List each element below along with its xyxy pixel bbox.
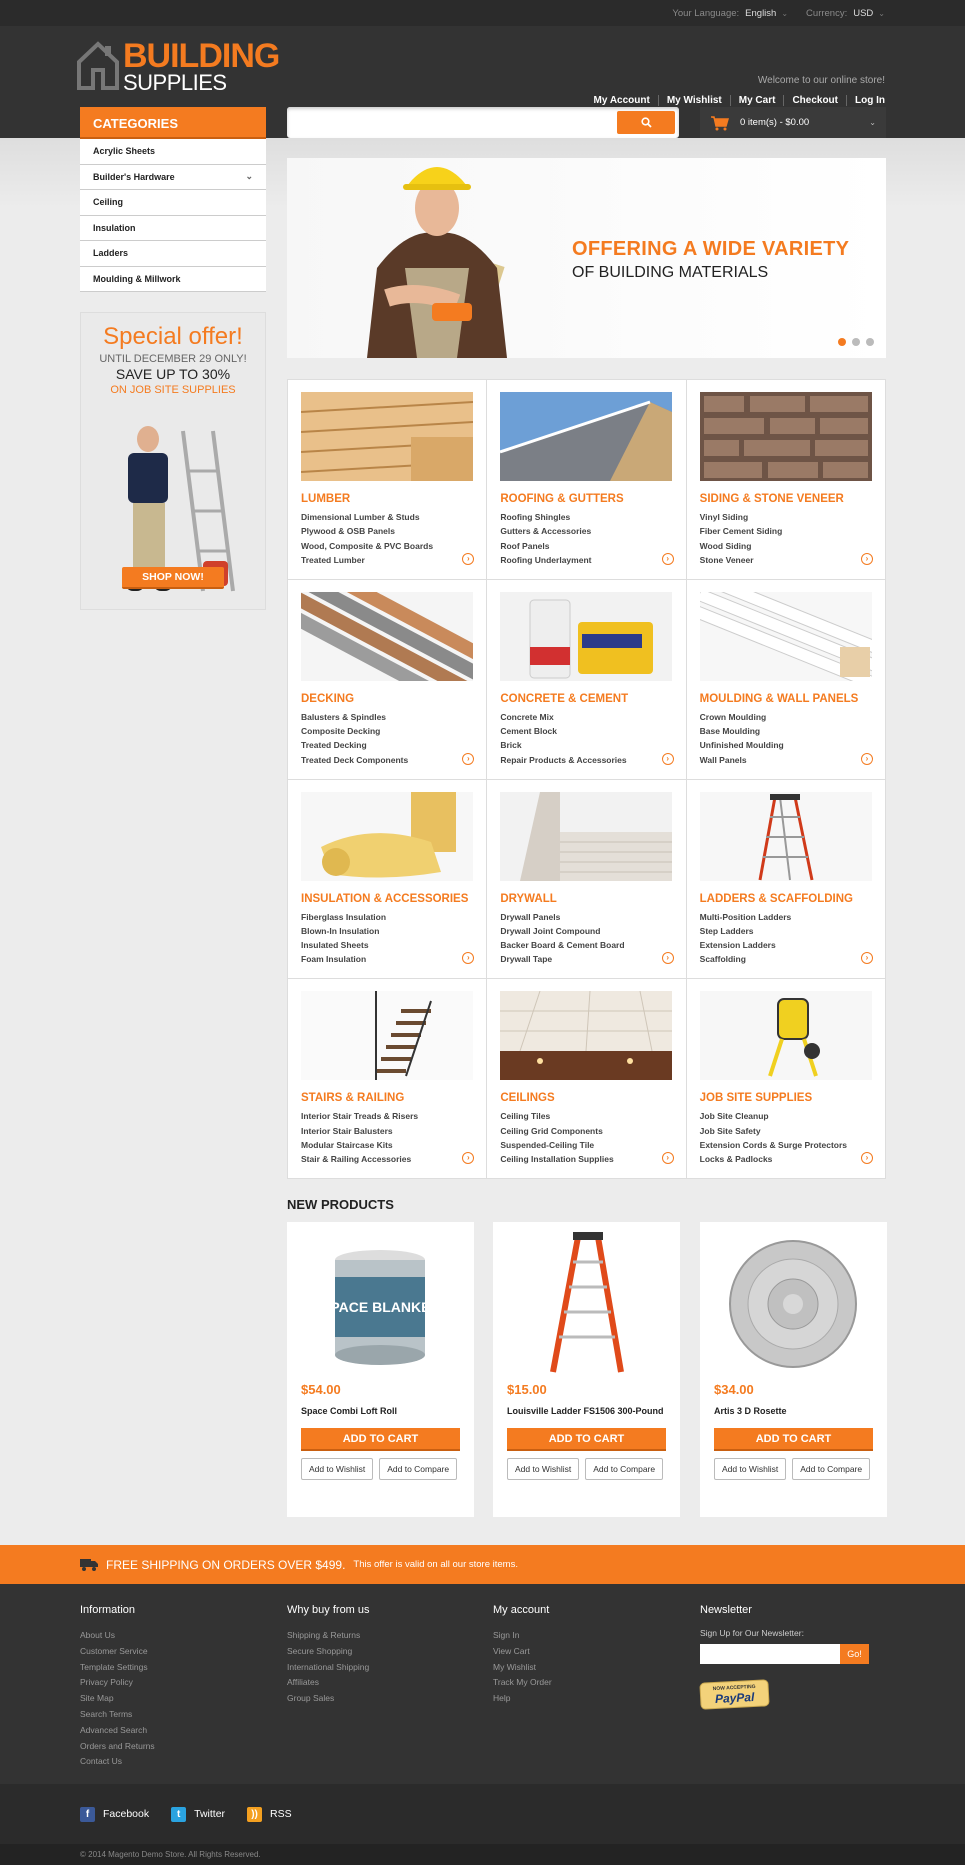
- social-links: [0, 1784, 965, 1844]
- add-to-compare-button[interactable]: Add to Compare: [379, 1458, 457, 1480]
- product-image[interactable]: [493, 1222, 680, 1382]
- staircase-image: [301, 991, 473, 1080]
- stone-image: [700, 392, 872, 481]
- product-card: [493, 1222, 680, 1517]
- category-tile-concrete[interactable]: CONCRETE & CEMENT Concrete Mix Cement Block Brick Repair Products & Accessories ›: [487, 580, 685, 779]
- arrow-right-icon[interactable]: ›: [462, 553, 474, 565]
- slider-dots: [838, 338, 874, 346]
- search-box: [287, 107, 679, 138]
- hero-subheadline: OF BUILDING MATERIALS: [572, 264, 769, 281]
- facebook-link[interactable]: f Facebook: [80, 1807, 149, 1822]
- category-tile-stairs[interactable]: STAIRS & RAILING Interior Stair Treads & Risers Interior Stair Balusters Modular Staircase Kits Stair & Railing Accessories ›: [288, 979, 486, 1178]
- drywall-image: [500, 792, 672, 881]
- add-to-cart-button[interactable]: ADD TO CART: [714, 1428, 873, 1451]
- ladder-image: [700, 792, 872, 881]
- my-wishlist-link[interactable]: My Wishlist: [658, 95, 730, 106]
- promo-save: SAVE UP TO 30%: [115, 366, 231, 382]
- category-item[interactable]: Ladders: [80, 241, 266, 267]
- add-to-wishlist-button[interactable]: Add to Wishlist: [301, 1458, 373, 1480]
- slider-dot[interactable]: [866, 338, 874, 346]
- category-tile-roofing[interactable]: ROOFING & GUTTERS Roofing Shingles Gutters & Accessories Roof Panels Roofing Underlayment ›: [487, 380, 685, 579]
- category-item[interactable]: Ceiling: [80, 190, 266, 216]
- chevron-down-icon: ⌄: [781, 8, 789, 18]
- category-tile-lumber[interactable]: LUMBER Dimensional Lumber & Studs Plywood & OSB Panels Wood, Composite & PVC Boards Treated Lumber ›: [288, 380, 486, 579]
- product-image[interactable]: [287, 1222, 474, 1382]
- house-icon: [77, 40, 119, 90]
- rss-link[interactable]: )) RSS: [247, 1807, 292, 1822]
- promo-on: ON JOB SITE SUPPLIES: [110, 384, 236, 396]
- category-grid: [287, 379, 886, 1179]
- product-price: $54.00: [301, 1382, 341, 1397]
- slider-dot[interactable]: [838, 338, 846, 346]
- category-tile-job-site[interactable]: JOB SITE SUPPLIES Job Site Cleanup Job Site Safety Extension Cords & Surge Protectors Locks & Padlocks ›: [687, 979, 885, 1178]
- new-products-heading: NEW PRODUCTS: [287, 1197, 394, 1212]
- special-offer-banner[interactable]: [80, 312, 266, 610]
- decking-image: [301, 592, 473, 681]
- cart-summary: 0 item(s) - $0.00: [740, 117, 810, 128]
- categories-heading: CATEGORIES: [80, 107, 266, 139]
- arrow-right-icon[interactable]: ›: [861, 553, 873, 565]
- category-tile-drywall[interactable]: DRYWALL Drywall Panels Drywall Joint Compound Backer Board & Cement Board Drywall Tape ›: [487, 780, 685, 979]
- promo-until: UNTIL DECEMBER 29 ONLY!: [99, 353, 247, 365]
- shipping-headline: FREE SHIPPING ON ORDERS OVER $499.: [106, 1557, 346, 1572]
- category-item[interactable]: Insulation: [80, 216, 266, 242]
- free-shipping-bar: [0, 1545, 965, 1584]
- category-tile-decking[interactable]: DECKING Balusters & Spindles Composite Decking Treated Decking Treated Deck Components ›: [288, 580, 486, 779]
- ceiling-image: [500, 991, 672, 1080]
- mini-cart[interactable]: [700, 107, 886, 138]
- arrow-right-icon[interactable]: ›: [861, 952, 873, 964]
- language-switcher[interactable]: Your Language: English ⌄: [672, 7, 789, 19]
- worker-image: [327, 158, 567, 358]
- footer-why-buy: Why buy from us Shipping & Returns Secure Shopping International Shipping Affiliates Group Sales: [287, 1604, 370, 1704]
- top-bar: [0, 0, 965, 26]
- product-price: $15.00: [507, 1382, 547, 1397]
- add-to-wishlist-button[interactable]: Add to Wishlist: [507, 1458, 579, 1480]
- moulding-image: [700, 592, 872, 681]
- product-name[interactable]: Artis 3 D Rosette: [714, 1406, 787, 1416]
- add-to-wishlist-button[interactable]: Add to Wishlist: [714, 1458, 786, 1480]
- newsletter-email-input[interactable]: [700, 1644, 840, 1664]
- add-to-cart-button[interactable]: ADD TO CART: [507, 1428, 666, 1451]
- logo-line1: BUILDING: [123, 37, 280, 75]
- insulation-image: [301, 792, 473, 881]
- add-to-cart-button[interactable]: ADD TO CART: [301, 1428, 460, 1451]
- add-to-compare-button[interactable]: Add to Compare: [792, 1458, 870, 1480]
- lumber-image: [301, 392, 473, 481]
- hero-slider[interactable]: [287, 158, 886, 358]
- chevron-down-icon: ⌄: [878, 8, 885, 18]
- promo-title: Special offer!: [103, 323, 243, 350]
- my-account-link[interactable]: My Account: [593, 95, 650, 106]
- category-tile-ceilings[interactable]: CEILINGS Ceiling Tiles Ceiling Grid Components Suspended-Ceiling Tile Ceiling Installation Supplies ›: [487, 979, 685, 1178]
- paypal-badge: NOW ACCEPTING PayPal: [699, 1679, 769, 1710]
- arrow-right-icon[interactable]: ›: [462, 952, 474, 964]
- twitter-link[interactable]: t Twitter: [171, 1807, 225, 1822]
- login-link[interactable]: Log In: [846, 95, 885, 106]
- shipping-note: This offer is valid on all our store items.: [353, 1559, 518, 1570]
- arrow-right-icon[interactable]: ›: [861, 753, 873, 765]
- logo[interactable]: [77, 37, 280, 95]
- footer-newsletter: Newsletter Sign Up for Our Newsletter: Go! NOW ACCEPTING PayPal: [700, 1604, 869, 1708]
- product-price: $34.00: [714, 1382, 754, 1397]
- product-name[interactable]: Space Combi Loft Roll: [301, 1406, 398, 1416]
- product-image[interactable]: [700, 1222, 887, 1382]
- account-links: [586, 95, 885, 106]
- footer-my-account: My account Sign In View Cart My Wishlist Track My Order Help: [493, 1604, 552, 1704]
- product-card: [700, 1222, 887, 1517]
- category-tile-insulation[interactable]: INSULATION & ACCESSORIES Fiberglass Insulation Blown-In Insulation Insulated Sheets Foam Insulation ›: [288, 780, 486, 979]
- my-cart-link[interactable]: My Cart: [730, 95, 784, 106]
- chevron-down-icon[interactable]: ⌄: [245, 171, 253, 182]
- truck-icon: [80, 1558, 98, 1571]
- arrow-right-icon[interactable]: ›: [662, 553, 674, 565]
- facebook-icon: f: [80, 1807, 95, 1822]
- footer: [0, 1584, 965, 1784]
- checkout-link[interactable]: Checkout: [783, 95, 846, 106]
- arrow-right-icon[interactable]: ›: [662, 753, 674, 765]
- search-button[interactable]: [617, 111, 675, 134]
- logo-line2: SUPPLIES: [123, 70, 227, 95]
- category-item[interactable]: Acrylic Sheets: [80, 139, 266, 165]
- welcome-message: Welcome to our online store!: [757, 75, 885, 86]
- rss-icon: )): [247, 1807, 262, 1822]
- cement-bags-image: [500, 592, 672, 681]
- twitter-icon: t: [171, 1807, 186, 1822]
- product-name[interactable]: Louisville Ladder FS1506 300-Pound: [507, 1406, 664, 1416]
- arrow-right-icon[interactable]: ›: [662, 1152, 674, 1164]
- shop-now-button[interactable]: SHOP NOW!: [122, 567, 224, 589]
- slider-dot[interactable]: [852, 338, 860, 346]
- newsletter-go-button[interactable]: Go!: [840, 1644, 869, 1664]
- cart-icon: [710, 115, 730, 131]
- chevron-down-icon: ⌄: [869, 118, 876, 127]
- work-light-image: [700, 991, 872, 1080]
- arrow-right-icon[interactable]: ›: [861, 1152, 873, 1164]
- arrow-right-icon[interactable]: ›: [462, 753, 474, 765]
- roof-image: [500, 392, 672, 481]
- arrow-right-icon[interactable]: ›: [462, 1152, 474, 1164]
- newsletter-label: Sign Up for Our Newsletter:: [700, 1628, 804, 1638]
- product-card: [287, 1222, 474, 1517]
- category-item[interactable]: Moulding & Millwork: [80, 267, 266, 293]
- currency-switcher[interactable]: Currency: USD ⌄: [806, 7, 885, 19]
- hero-headline: OFFERING A WIDE VARIETY: [572, 238, 850, 260]
- copyright: © 2014 Magento Demo Store. All Rights Reserved.: [0, 1844, 965, 1865]
- category-tile-moulding[interactable]: MOULDING & WALL PANELS Crown Moulding Base Moulding Unfinished Moulding Wall Panels ›: [687, 580, 885, 779]
- add-to-compare-button[interactable]: Add to Compare: [585, 1458, 663, 1480]
- svg-text:SPACE BLANKET: SPACE BLANKET: [321, 1299, 439, 1315]
- category-item[interactable]: Builder's Hardware ⌄: [80, 165, 266, 191]
- categories-list: [80, 139, 266, 292]
- category-tile-ladders[interactable]: LADDERS & SCAFFOLDING Multi-Position Ladders Step Ladders Extension Ladders Scaffolding ›: [687, 780, 885, 979]
- footer-information: Information About Us Customer Service Template Settings Privacy Policy Site Map Search Terms Advanced Search Orders and Returns Contact Us: [80, 1604, 155, 1767]
- category-tile-siding[interactable]: SIDING & STONE VENEER Vinyl Siding Fiber Cement Siding Wood Siding Stone Veneer ›: [687, 380, 885, 579]
- search-icon: [641, 117, 652, 128]
- search-input[interactable]: [291, 111, 611, 134]
- arrow-right-icon[interactable]: ›: [662, 952, 674, 964]
